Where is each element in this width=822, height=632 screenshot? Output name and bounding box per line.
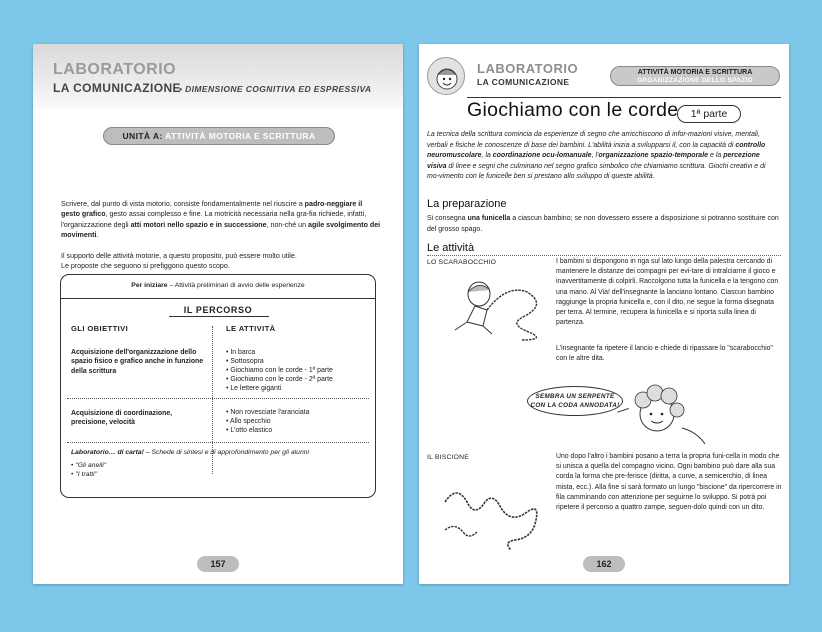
page-number: 162 <box>583 556 625 572</box>
row-separator <box>67 398 369 399</box>
left-header-subtitle: LA COMUNICAZIONE <box>53 81 181 95</box>
left-body-paragraph <box>61 199 383 241</box>
text-run-bold: organizzazione spazio-temporale <box>598 152 709 159</box>
intro-rest: – Attività preliminari di avvio delle esperienze <box>167 282 305 289</box>
cartoon-face-icon <box>427 57 465 95</box>
page-number: 157 <box>197 556 239 572</box>
text-run-bold: una funicella <box>467 215 511 222</box>
preparation-heading: La preparazione <box>427 198 507 210</box>
objectives-header: GLI OBIETTIVI <box>71 324 129 333</box>
list-item: • In barca <box>226 349 374 358</box>
text-run: La tecnica della scrittura comincia da esperienze di segno che arricchiscono di infor-mazioni visive, mentali, verbali e fisiche le conoscenze di base dei bambini. L'abilità inizia a svilupparsi il, con la capacità di <box>427 131 760 149</box>
left-header-title: LABORATORIO <box>53 61 177 78</box>
list-item: • Giochiamo con le corde - 2ª parte <box>226 376 374 385</box>
left-page <box>33 44 403 584</box>
box-intro <box>61 282 375 289</box>
unit-band <box>103 127 335 145</box>
text-run: , l' <box>591 152 599 159</box>
biscione-label: IL BISCIONE <box>427 454 469 461</box>
list-item: • L'otto elastico <box>226 427 374 436</box>
text-run-bold: agile svolgimento dei movimenti <box>61 220 381 240</box>
right-header-subtitle: LA COMUNICAZIONE <box>477 77 570 87</box>
list-item: • Sottosopra <box>226 358 374 367</box>
scarabocchio-text-2: L'insegnante fa ripetere il lancio e chiede di ripassare lo "scarabocchio" con le altre dita. <box>556 345 773 363</box>
preparation-paragraph <box>427 214 779 235</box>
text-run-bold: controllo neuromuscolare <box>427 141 766 159</box>
unit-title: ATTIVITÀ MOTORIA E SCRITTURA <box>165 131 316 141</box>
section-rule <box>427 255 781 256</box>
row-separator <box>67 442 369 443</box>
title-rule <box>467 97 781 98</box>
text-run-bold: percezione visiva <box>427 152 760 170</box>
speech-bubble: SEMBRA UN SERPENTE CON LA CODA ANNODATA! <box>527 386 623 416</box>
percorso-title: IL PERCORSO <box>183 305 253 315</box>
text-run: a ciascun bambino; se non dovessero essere a disposizione si potranno sostituire con del grosso spago. <box>427 215 779 233</box>
activities-list-1 <box>226 349 374 394</box>
scarabocchio-label: LO SCARABOCCHIO <box>427 259 497 266</box>
left-page-header <box>33 44 403 108</box>
left-body-p3: Le proposte che seguono si prefiggono questo scopo. <box>61 262 230 270</box>
text-run: , la <box>481 152 493 159</box>
text-run: , gesto assai complesso e fine. La motricità necessaria nella gra-fia richiede, infatti, l'organizzazione degli <box>61 210 367 229</box>
page-title: Giochiamo con le corde <box>467 99 679 121</box>
left-header-dimension: • DIMENSIONE COGNITIVA ED ESPRESSIVA <box>179 84 372 94</box>
objective-1: Acquisizione dell'organizzazione dello spazio fisico e grafico anche in funzione della scrittura <box>71 349 204 375</box>
title-part-badge: 1ª parte <box>677 105 741 123</box>
lab-items <box>71 461 106 479</box>
box-divider <box>61 298 375 299</box>
list-item: • Non rovesciate l'aranciata <box>226 409 374 418</box>
activities-header: LE ATTIVITÀ <box>226 324 276 333</box>
list-item: • Le lettere giganti <box>226 385 374 394</box>
percorso-underline <box>169 316 269 317</box>
unit-label: UNITÀ A: <box>122 131 163 141</box>
list-item: • Allo specchio <box>226 418 374 427</box>
scarabocchio-text: I bambini si dispongono in riga sul lato lungo della palestra cercando di mantenere le distanze dei compagni per evi-tare di intralciarne il gioco e inavvertitamente di colpirli. Raccolgono tutta la funicella e la tengono con una mano. Al Via! dell'insegnante la lanciano lontano. Ciascun bambino raggiunge la propria funicella e, con il dito, ne segue la forma disegnata per terra. Al termine, recupera la funicella e si riporta sulla linea di partenza. <box>556 258 779 327</box>
activities-list-2 <box>226 409 374 436</box>
intro-bold: Per iniziare <box>131 282 168 289</box>
list-item: • "Gli anelli" <box>71 461 106 470</box>
right-header-title: LABORATORIO <box>477 61 579 76</box>
biscione-text: Uno dopo l'altro i bambini posano a terra la propria funi-cella in modo che si unisca a quella del compagno vicino. Ogni bambino può dare alla sua corda la forma che pre-ferisce (diritta, a curve, a semicerchio, di linea mista, ecc.). Alla fine si sarà formato un lungo "biscione" da ripercorrere in fila camminando con attenzione per seguirne lo sviluppo. Si potrà poi ripetere il percorso a quattro zampe, seguen-dolo quindi con un dito. <box>556 453 782 512</box>
text-run-bold: coordinazione ocu-lomanuale <box>492 152 592 159</box>
right-page <box>419 44 789 584</box>
text-run: . <box>96 231 99 240</box>
text-run: e la <box>708 152 724 159</box>
list-item: • "I tratti" <box>71 470 106 479</box>
header-band-line1: ATTIVITÀ MOTORIA E SCRITTURA <box>637 69 753 76</box>
percorso-box <box>60 274 376 498</box>
child-rope-illustration <box>437 274 552 344</box>
text-run: , non-ché un <box>266 220 308 229</box>
girl-illustration <box>627 378 717 448</box>
lab-rest: – Schede di sintesi e di approfondimento per gli alunni <box>143 449 310 456</box>
header-band-line2: ORGANIZZAZIONE DELLO SPAZIO <box>637 77 753 84</box>
intro-paragraph <box>427 130 779 183</box>
text-run-bold: atti motori nello spazio e in successione <box>130 220 267 229</box>
lab-line <box>71 449 309 456</box>
left-body-p2: Il supporto delle attività motorie, a questo proposito, può essere molto utile. <box>61 252 297 260</box>
objective-2: Acquisizione di coordinazione, precisione, velocità <box>71 410 173 427</box>
rope-snake-illustration <box>437 472 552 552</box>
right-header-band <box>610 66 780 86</box>
activities-heading: Le attività <box>427 242 475 254</box>
list-item: • Giochiamo con le corde - 1ª parte <box>226 367 374 376</box>
text-run: Scrivere, dal punto di vista motorio, consiste fondamentalmente nel riuscire a <box>61 200 305 208</box>
text-run-bold: padro-neggiare il gesto grafico <box>61 200 363 219</box>
text-run: di linee e segni che culminano nel segno grafico simbolico che chiamiamo scrittura. Giochi creativi e di mo-vimento con le funicelle ben si prestano allo sviluppo di queste abilità. <box>427 162 766 180</box>
text-run: Si consegna <box>427 215 468 222</box>
lab-bold: Laboratorio… di carta! <box>71 449 144 456</box>
